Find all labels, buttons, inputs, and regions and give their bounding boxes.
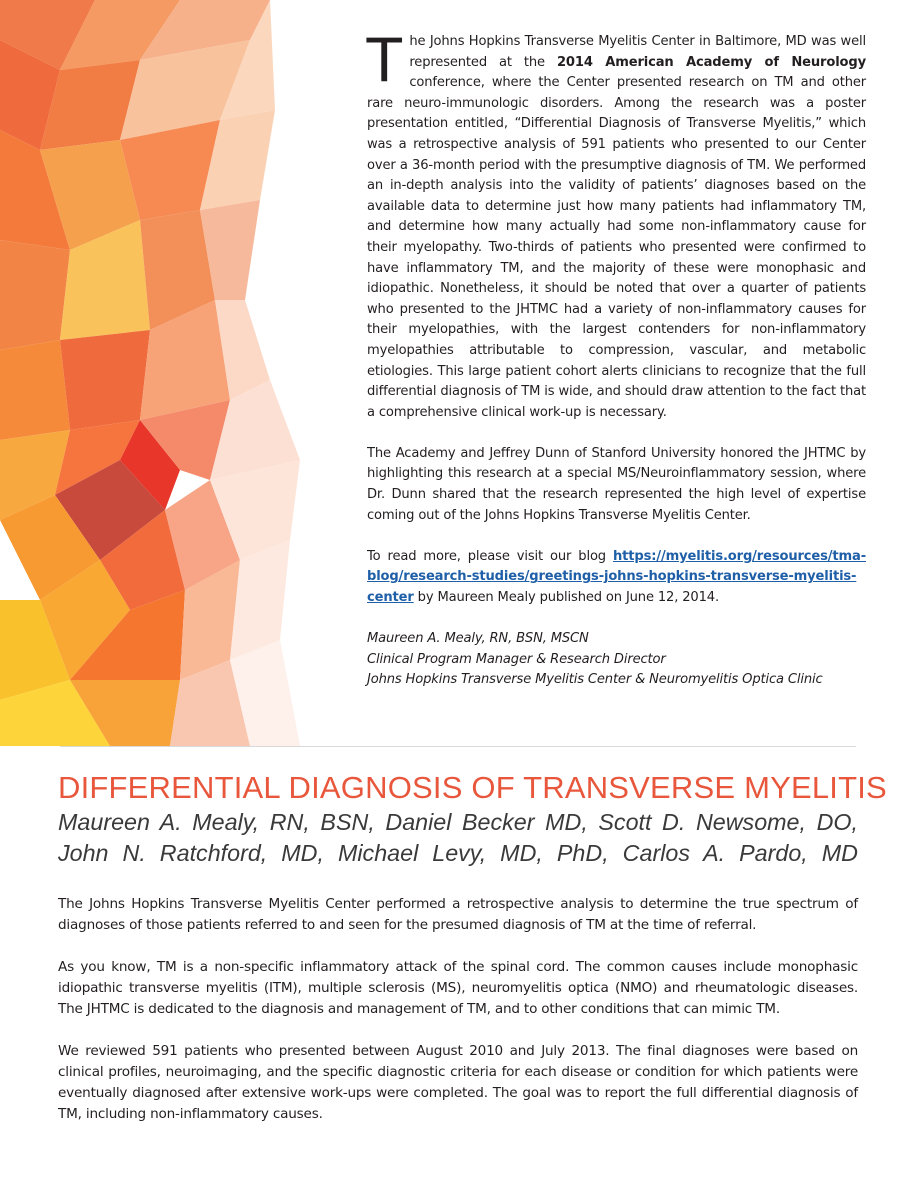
signature-block (367, 629, 866, 690)
signature-organization: Johns Hopkins Transverse Myelitis Center & Neuromyelitis Optica Clinic (367, 672, 823, 688)
article-authors (58, 807, 858, 869)
authors-line-2: John N. Ratchford, MD, Michael Levy, MD, PhD, Carlos A. Pardo, MD (58, 840, 858, 866)
drop-cap: T (365, 25, 404, 95)
intro-paragraph-2: The Academy and Jeffrey Dunn of Stanford University honored the JHTMC by highlighting this research at a special MS/Neuroinflammatory session, where Dr. Dunn shared that the research represented the high level of expertise coming out of the Johns Hopkins Transverse Myelitis Center. (367, 445, 866, 523)
intro-p1-conference: 2014 American Academy of Neurology (556, 54, 866, 70)
intro-p1-text-b: conference, where the Center presented research on TM and other rare neuro-immunologic disorders. Among the research was a poster presentation entitled, “Differential Diagnosis of Transverse Myelitis,” which was a retrospective analysis of 591 patients who presented to our Center over a 36-month period with the presumptive diagnosis of TM. We performed an in-depth analysis into the validity of patients’ diagnoses based on the available data to determine just how many patients had inflammatory TM, and determine how many actually had some non-inflammatory cause for their myelopathy. Two-thirds of patients who presented were confirmed to have inflammatory TM, and the majority of these were monophasic and idiopathic. Nonetheless, it should be noted that over a quarter of patients who presented to the JHTMC had a variety of non-inflammatory causes for their myelopathies, with the largest contenders for non-inflammatory myelopathies attributable to compression, vascular, and metabolic etiologies. This large patient cohort alerts clinicians to recognize that the full differential diagnosis of TM is wide, and should draw attention to the fact that a comprehensive clinical work-up is necessary. (367, 75, 866, 420)
authors-line-1: Maureen A. Mealy, RN, BSN, Daniel Becker MD, Scott D. Newsome, DO, (58, 809, 858, 835)
intro-paragraph-3 (367, 547, 866, 609)
article-paragraph-2: As you know, TM is a non-specific inflammatory attack of the spinal cord. The common causes include monophasic idiopathic transverse myelitis (ITM), multiple sclerosis (MS), neuromyelitis optica (NMO) and rheumatologic diseases. The JHTMC is dedicated to the diagnosis and management of TM, and to other conditions that can mimic TM. (58, 959, 858, 1017)
article-paragraph-3: We reviewed 591 patients who presented between August 2010 and July 2013. The final diagnoses were based on clinical profiles, neuroimaging, and the specific diagnostic criteria for each disease or condition for which patients were eventually diagnosed after extensive work-ups were completed. The goal was to report the full differential diagnosis of TM, including non-inflammatory causes. (58, 1043, 858, 1122)
intro-p3-text-a: To read more, please visit our blog (367, 548, 613, 564)
article-paragraph-1: The Johns Hopkins Transverse Myelitis Center performed a retrospective analysis to determine the true spectrum of diagnoses of those patients referred to and seen for the presumed diagnosis of TM at the time of referral. (58, 896, 858, 933)
intro-p3-text-b: by Maureen Mealy published on June 12, 2014. (413, 590, 719, 606)
signature-title: Clinical Program Manager & Research Director (367, 651, 666, 667)
section-divider (60, 746, 856, 747)
article-title: DIFFERENTIAL DIAGNOSIS OF TRANSVERSE MYELITIS (58, 770, 887, 805)
intro-column (365, 25, 866, 690)
decorative-polygon-art (0, 0, 340, 746)
article-body (58, 894, 858, 1146)
signature-name: Maureen A. Mealy, RN, BSN, MSCN (367, 631, 589, 647)
blog-link[interactable]: https://myelitis.org/resources/tma-blog/research-studies/greetings-johns-hopkins-transverse-myelitis-center (367, 548, 866, 606)
intro-paragraph-1 (365, 25, 866, 423)
intro-p1-text-a: he Johns Hopkins Transverse Myelitis Center in Baltimore, MD was well represented at the (409, 34, 866, 70)
